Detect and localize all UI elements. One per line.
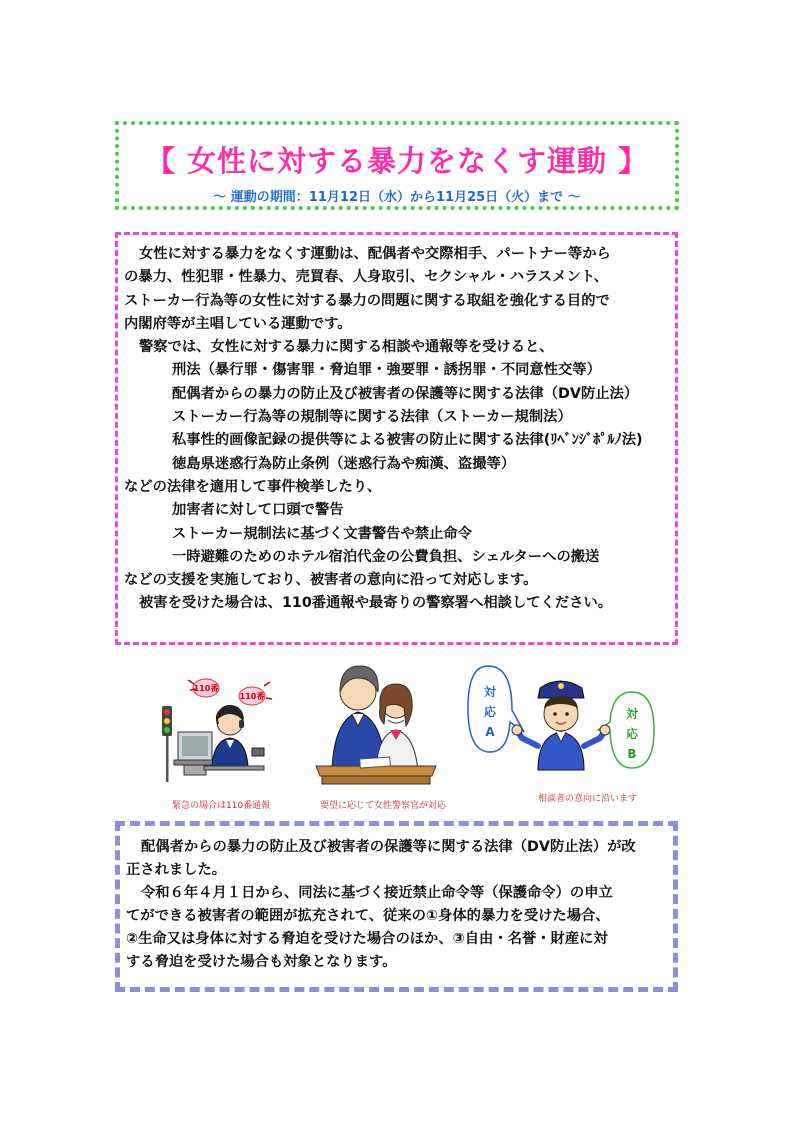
- female-officer-illustration: [310, 658, 442, 788]
- support-item: ストーカー規制法に基づく文書警告や禁止命令: [172, 525, 472, 542]
- body-line: 被害を受けた場合は、110番通報や最寄りの警察署へ相談してください。: [139, 595, 613, 612]
- law-item: 私事性的画像記録の提供等による被害の防止に関する法律(ﾘﾍﾞﾝｼﾞﾎﾟﾙﾉ法): [172, 432, 643, 449]
- svg-text:110番: 110番: [193, 684, 219, 693]
- body-line: ストーカー行為等の女性に対する暴力の問題に関する取組を強化する目的で: [124, 292, 610, 309]
- svg-text:A: A: [485, 725, 495, 739]
- title-box: [115, 121, 679, 210]
- support-item: 加害者に対して口頭で警告: [172, 502, 344, 519]
- svg-text:対: 対: [625, 707, 639, 721]
- notice-line: ②生命又は身体に対する脅迫を受けた場合のほか、③自由・名誉・財産に対: [126, 931, 608, 947]
- dv-law-notice-box: [115, 821, 678, 992]
- notice-line: 正されました。: [126, 862, 227, 878]
- illustration-caption: 相談者の意向に沿います: [538, 794, 638, 804]
- body-line: 警察では、女性に対する暴力に関する相談や通報等を受けると、: [139, 339, 554, 356]
- page-title: 【 女性に対する暴力をなくす運動 】: [145, 144, 649, 178]
- body-line: 内閣府等が主唱している運動です。: [124, 315, 352, 332]
- campaign-description-box: [115, 232, 678, 645]
- notice-line: 令和６年４月１日から、同法に基づく接近禁止命令等（保護命令）の申立: [141, 885, 613, 901]
- dispatcher-illustration: [148, 666, 276, 784]
- illustration-caption: 緊急の場合は110番通報: [172, 801, 271, 811]
- law-item: ストーカー行為等の規制等に関する法律（ストーカー規制法）: [172, 409, 572, 426]
- illustration-caption: 要望に応じて女性警察官が対応: [320, 801, 447, 811]
- support-item: 一時避難のためのホテル宿泊代金の公費負担、シェルターへの搬送: [172, 548, 600, 565]
- svg-text:応: 応: [625, 727, 639, 741]
- svg-text:応: 応: [483, 705, 497, 719]
- campaign-period: ～ 運動の期間：11月12日（水）から11月25日（火）まで ～: [213, 190, 581, 205]
- svg-text:B: B: [627, 747, 637, 761]
- body-line: 女性に対する暴力をなくす運動は、配偶者や交際相手、パートナー等から: [139, 246, 611, 262]
- officer-options-illustration: [460, 658, 660, 788]
- svg-text:対: 対: [483, 685, 497, 699]
- law-item: 徳島県迷惑行為防止条例（迷惑行為や痴漢、盗撮等）: [172, 455, 516, 472]
- body-line: などの法律を適用して事件検挙したり、: [124, 478, 382, 495]
- notice-line: する脅迫を受けた場合も対象となります。: [126, 954, 397, 970]
- notice-line: てができる被害者の範囲が拡充されて、従来の①身体的暴力を受けた場合、: [126, 908, 610, 924]
- law-item: 配偶者からの暴力の防止及び被害者の保護等に関する法律（DV防止法）: [172, 385, 639, 402]
- body-line: などの支援を実施しており、被害者の意向に沿って対応します。: [124, 572, 538, 589]
- notice-line: 配偶者からの暴力の防止及び被害者の保護等に関する法律（DV防止法）が改: [141, 839, 636, 855]
- svg-text:110番: 110番: [239, 692, 265, 701]
- law-item: 刑法（暴行罪・傷害罪・脅迫罪・強要罪・誘拐罪・不同意性交等）: [172, 362, 601, 379]
- body-line: の暴力、性犯罪・性暴力、売買春、人身取引、セクシャル・ハラスメント、: [124, 269, 609, 286]
- illustration-row: [140, 658, 660, 811]
